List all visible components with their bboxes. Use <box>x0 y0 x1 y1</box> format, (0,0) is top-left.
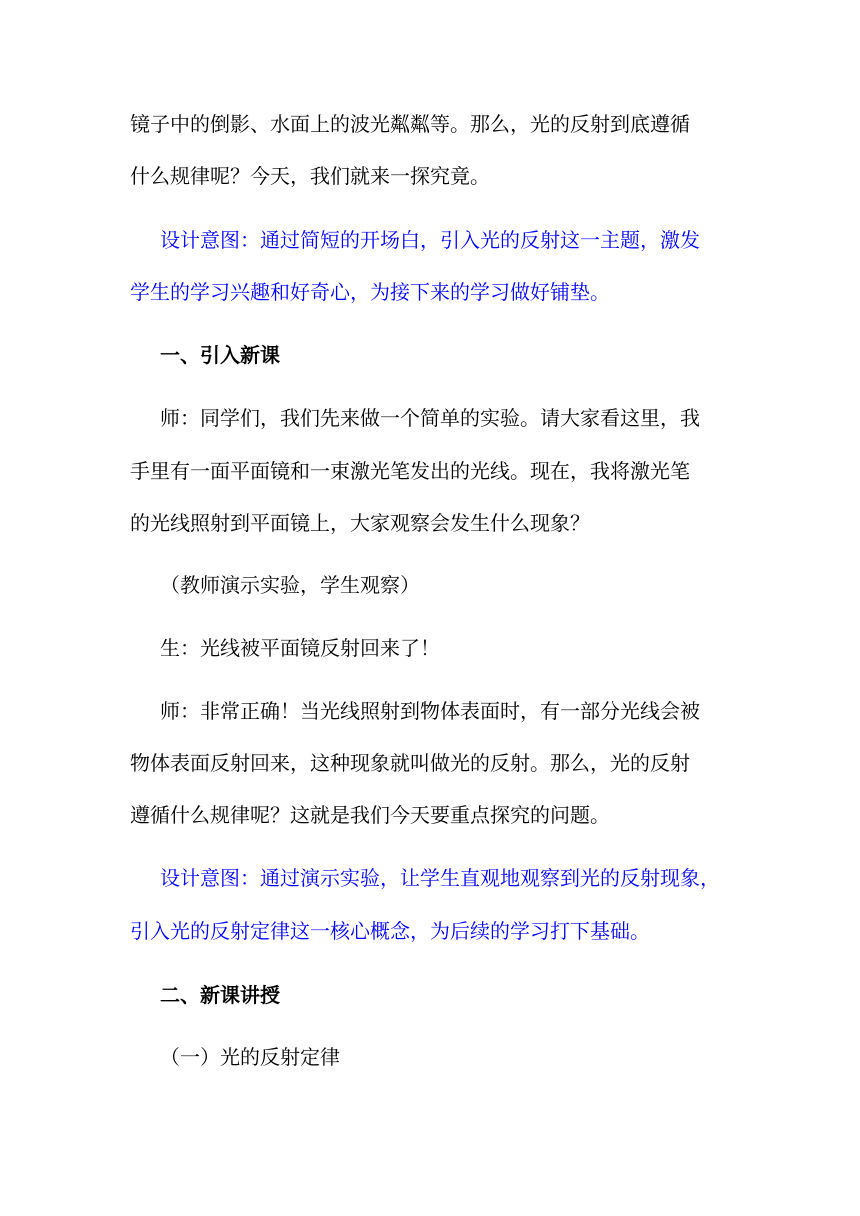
intro-paragraph-line-1: 镜子中的倒影、水面上的波光粼粼等。那么，光的反射到底遵循 <box>130 112 690 136</box>
intro-paragraph-line-2: 什么规律呢？今天，我们就来一探究竟。 <box>130 164 490 188</box>
teacher-paragraph-1-line-1: 师：同学们，我们先来做一个简单的实验。请大家看这里，我 <box>160 406 700 430</box>
teacher-paragraph-2-line-2: 物体表面反射回来，这种现象就叫做光的反射。那么，光的反射 <box>130 751 690 775</box>
design-intent-2-line-2: 引入光的反射定律这一核心概念，为后续的学习打下基础。 <box>130 919 650 943</box>
teacher-paragraph-2-line-1: 师：非常正确！当光线照射到物体表面时，有一部分光线会被 <box>160 699 700 723</box>
design-intent-1-line-1: 设计意图：通过简短的开场白，引入光的反射这一主题，激发 <box>160 228 700 252</box>
section-heading-new-lesson: 二、新课讲授 <box>160 983 280 1007</box>
demo-note: （教师演示实验，学生观察） <box>160 573 420 597</box>
design-intent-2-line-1: 设计意图：通过演示实验，让学生直观地观察到光的反射现象， <box>160 866 720 890</box>
design-intent-1-line-2: 学生的学习兴趣和好奇心，为接下来的学习做好铺垫。 <box>130 280 610 304</box>
teacher-paragraph-1-line-2: 手里有一面平面镜和一束激光笔发出的光线。现在，我将激光笔 <box>130 459 690 483</box>
section-heading-introduce: 一、引入新课 <box>160 343 280 367</box>
teacher-paragraph-2-line-3: 遵循什么规律呢？这就是我们今天要重点探究的问题。 <box>130 803 610 827</box>
teacher-paragraph-1-line-3: 的光线照射到平面镜上，大家观察会发生什么现象？ <box>130 511 590 535</box>
student-answer: 生：光线被平面镜反射回来了！ <box>160 636 440 660</box>
subsection-heading-reflection-law: （一）光的反射定律 <box>160 1045 340 1069</box>
